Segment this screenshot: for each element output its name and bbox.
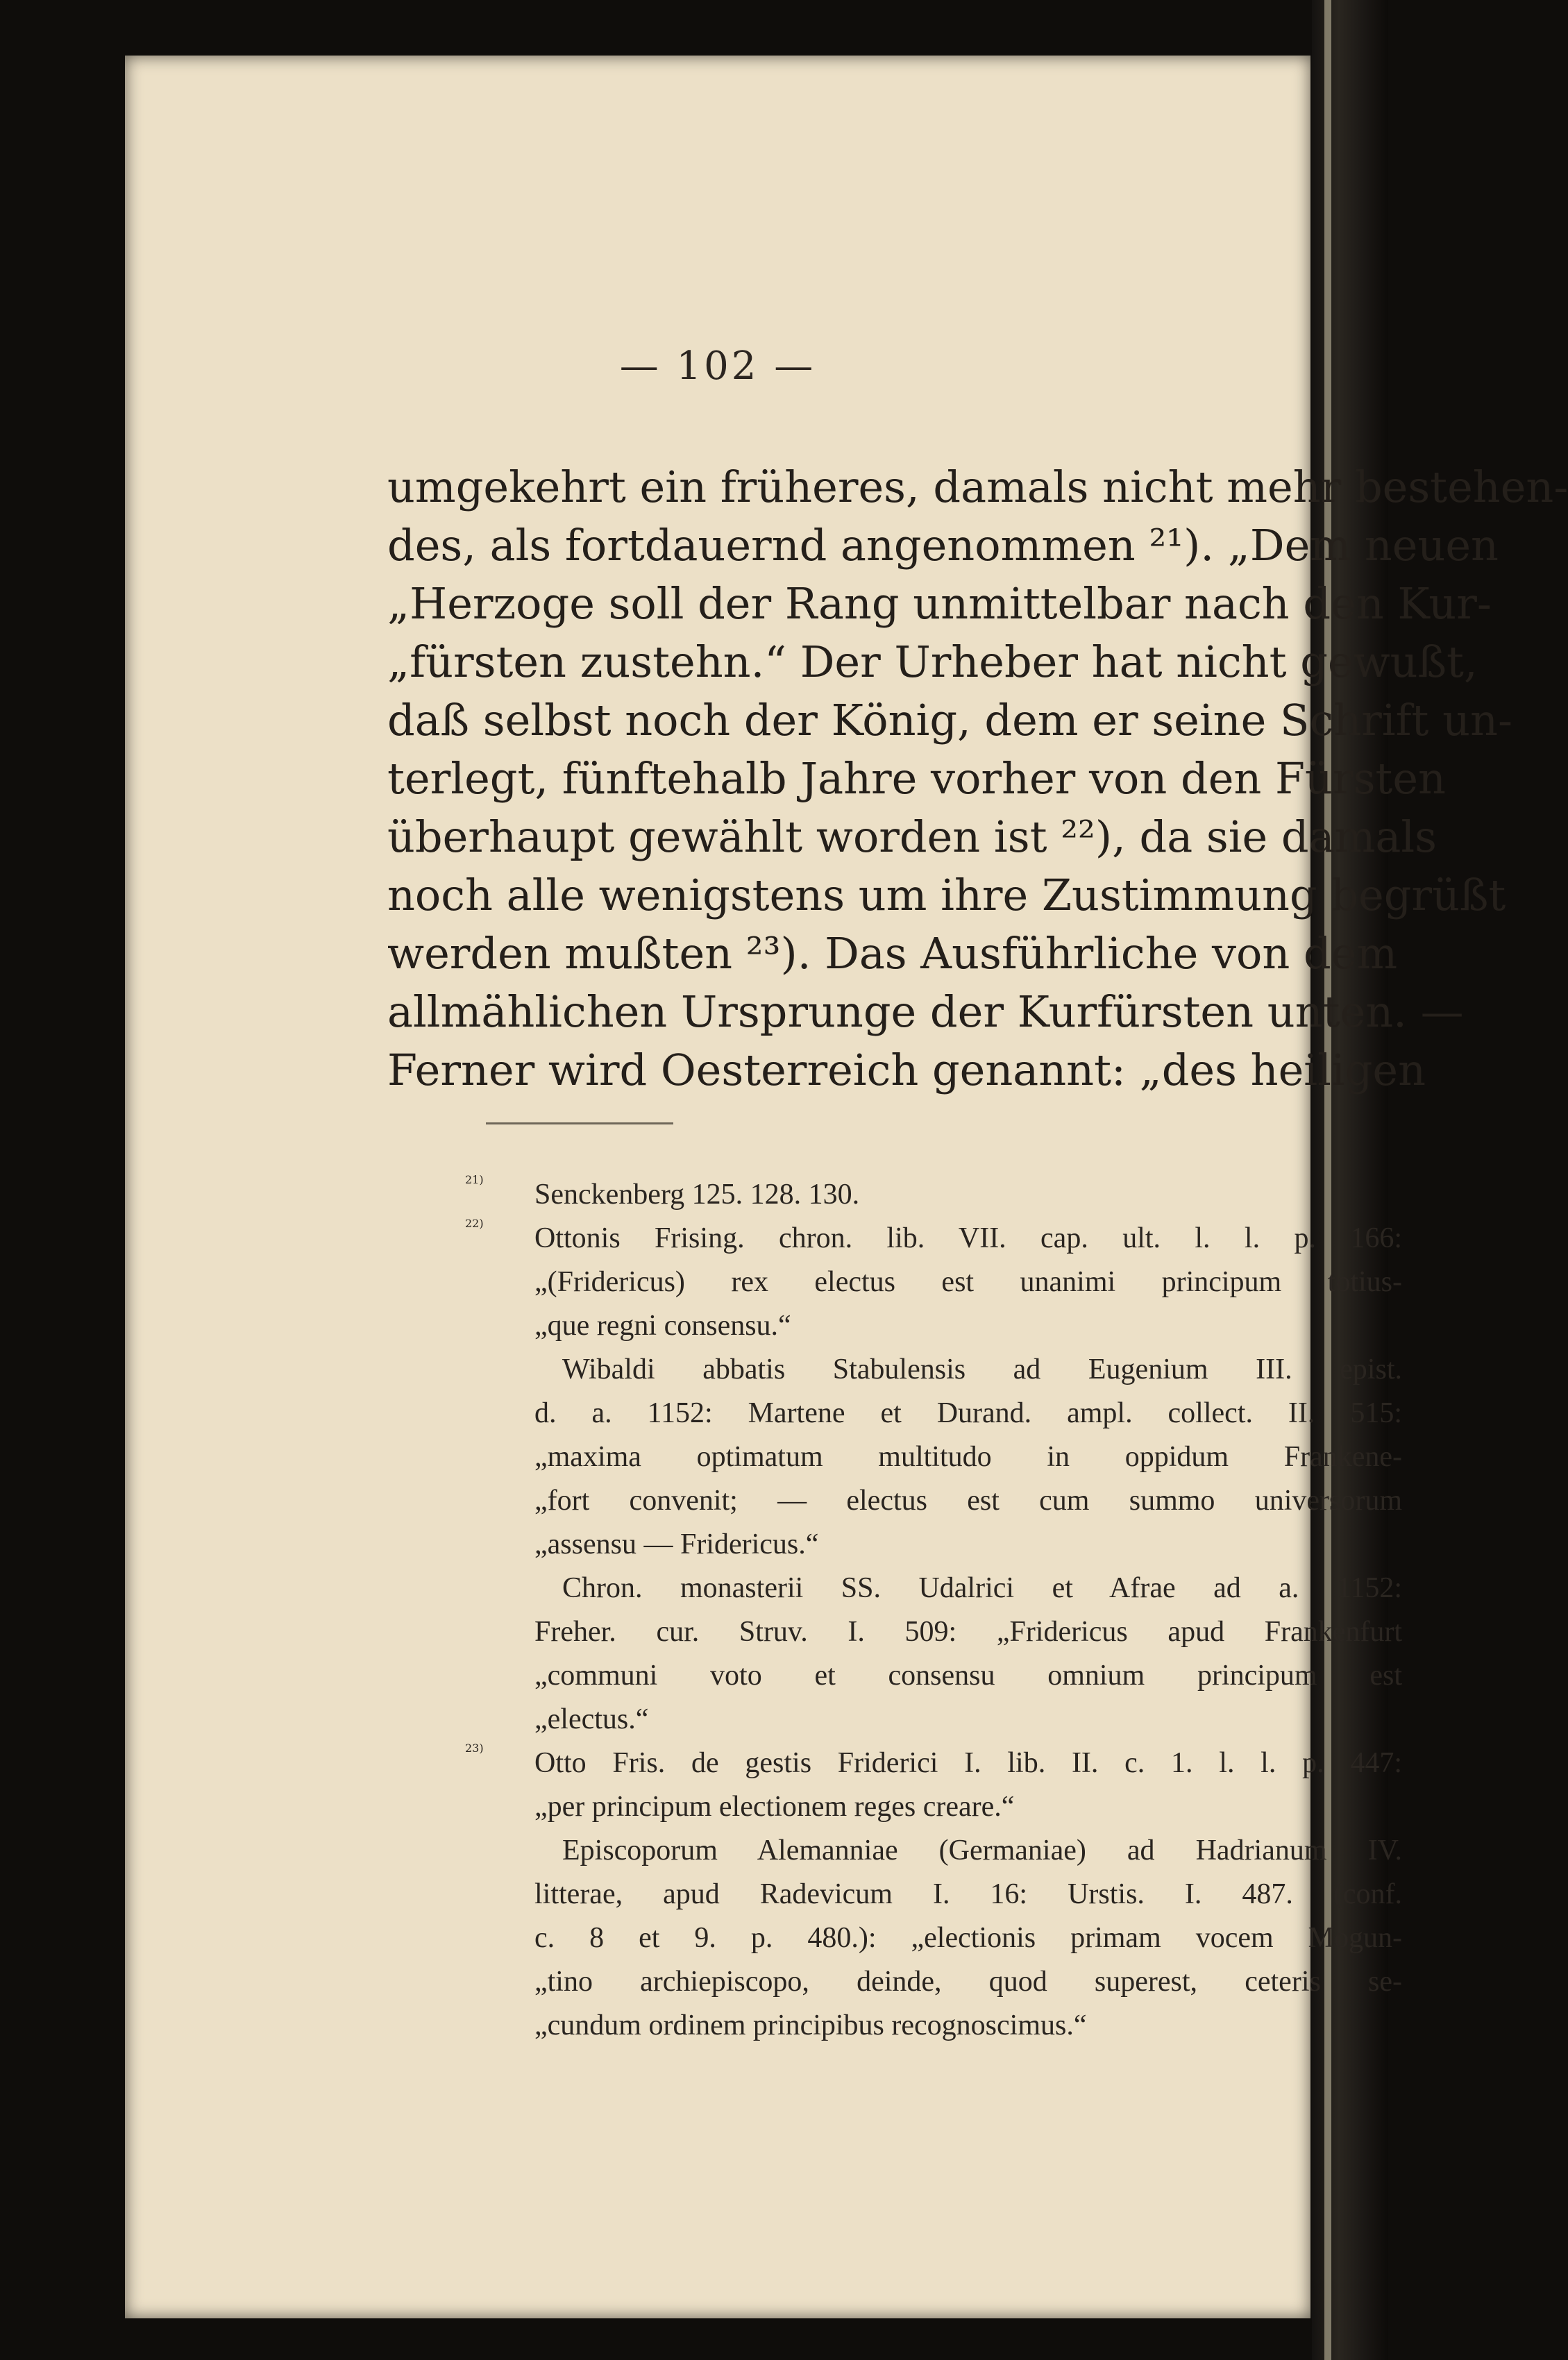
footnote-22 xyxy=(465,1217,1402,1742)
body-text xyxy=(387,458,1568,1099)
body-line: Ferner wird Oesterreich genannt: „des heiligen xyxy=(387,1045,1426,1095)
body-line: werden mußten ²³). Das Ausführliche von dem xyxy=(387,928,1398,979)
footnote-line: litterae, apud Radevicum I. 16: Urstis. I. 487. (conf. xyxy=(534,1878,1402,1910)
footnotes xyxy=(465,1173,1402,2048)
footnote-line: „que regni consensu.“ xyxy=(534,1310,791,1342)
footnote-line: „cundum ordinem principibus recognoscimus.“ xyxy=(534,2009,1087,2041)
book-page xyxy=(125,56,1568,2318)
footnote-line: „fort convenit; — electus est cum summo universorum xyxy=(534,1485,1402,1517)
footnote-number: 21) xyxy=(465,1173,484,1186)
footnote-line: „communi voto et consensu omnium principum est xyxy=(534,1660,1402,1692)
body-line: „fürsten zustehn.“ Der Urheber hat nicht gewußt, xyxy=(387,637,1478,687)
footnote-line: Chron. monasterii SS. Udalrici et Afrae ad a. 1152: xyxy=(562,1572,1402,1604)
footnote-line: „assensu — Fridericus.“ xyxy=(534,1528,819,1560)
footnote-line: d. a. 1152: Martene et Durand. ampl. collect. II. 515: xyxy=(534,1397,1402,1429)
footnote-line: Episcoporum Alemanniae (Germaniae) ad Hadrianum IV. xyxy=(562,1835,1402,1866)
footnote-line: „maxima optimatum multitudo in oppidum Frankene- xyxy=(534,1441,1402,1473)
footnote-line: c. 8 et 9. p. 480.): „electionis primam vocem Mogun- xyxy=(534,1922,1402,1954)
body-line: allmählichen Ursprunge der Kurfürsten unten. — xyxy=(387,986,1464,1037)
footnote-line: Ottonis Frising. chron. lib. VII. cap. ult. l. l. p. 166: xyxy=(534,1222,1402,1254)
body-line: noch alle wenigstens um ihre Zustimmung begrüßt xyxy=(387,870,1506,920)
footnote-line: Freher. cur. Struv. I. 509: „Fridericus apud Frankenfurt xyxy=(534,1616,1402,1648)
footnote-line: Wibaldi abbatis Stabulensis ad Eugenium III. epist. xyxy=(562,1354,1402,1385)
footnote-line: Otto Fris. de gestis Friderici I. lib. II. c. 1. l. l. p. 447: xyxy=(534,1747,1402,1779)
body-line: des, als fortdauernd angenommen ²¹). „Dem neuen xyxy=(387,520,1499,571)
footnote-separator xyxy=(486,1122,673,1124)
body-line: umgekehrt ein früheres, damals nicht mehr bestehen- xyxy=(387,462,1568,512)
body-line: überhaupt gewählt worden ist ²²), da sie damals xyxy=(387,811,1437,862)
body-line: daß selbst noch der König, dem er seine Schrift un- xyxy=(387,695,1512,745)
footnote-line: „tino archiepiscopo, deinde, quod superest, ceteris se- xyxy=(534,1966,1402,1998)
page-number: — 102 — xyxy=(619,344,816,389)
footnote-line: „electus.“ xyxy=(534,1703,649,1735)
footnote-number: 23) xyxy=(465,1742,484,1755)
footnote-21 xyxy=(465,1173,1402,1217)
footnote-line: „per principum electionem reges creare.“ xyxy=(534,1791,1015,1823)
footnote-number: 22) xyxy=(465,1217,484,1230)
body-line: „Herzoge soll der Rang unmittelbar nach den Kur- xyxy=(387,578,1492,629)
body-line: terlegt, fünftehalb Jahre vorher von den Fürsten xyxy=(387,753,1446,804)
footnote-line: Senckenberg 125. 128. 130. xyxy=(534,1179,860,1211)
footnote-line: „(Fridericus) rex electus est unanimi principum totius- xyxy=(534,1266,1402,1298)
footnote-23 xyxy=(465,1742,1402,2048)
